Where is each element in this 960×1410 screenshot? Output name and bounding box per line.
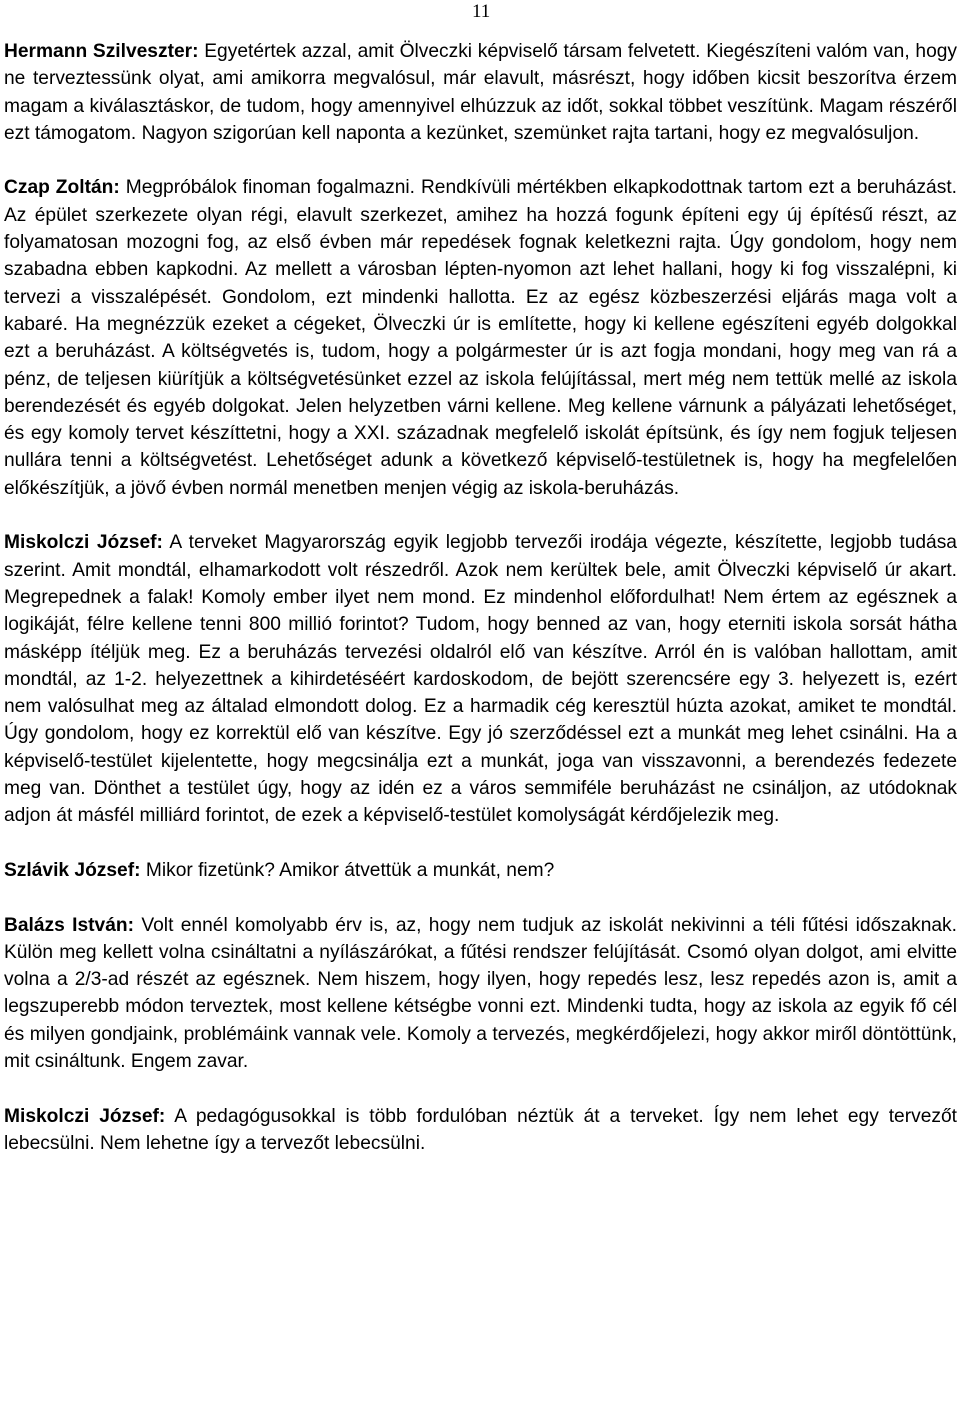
paragraph-miskolczi-2 (4, 1103, 957, 1158)
paragraph-miskolczi-1 (4, 529, 957, 829)
speaker-name: Miskolczi József: (4, 532, 163, 554)
paragraph-balazs (4, 912, 957, 1076)
speaker-name: Czap Zoltán: (4, 177, 120, 199)
minutes-body (4, 38, 957, 1157)
speaker-name: Balázs István: (4, 914, 135, 936)
speaker-name: Hermann Szilveszter: (4, 41, 199, 62)
speech-text: Egyetértek azzal, amit Ölveczki képviselő társam felvetett. Kiegészíteni valóm van, hogy ne terveztessünk olyat, ami amikorra megvalósul, már elavult, másrészt, hogy időben kicsit beszorítva érzem magam a kiválasztáskor, de tudom, hogy amennyivel elhúzzuk az időt, sokkal többet veszítünk. Magam részéről ezt támogatom. Nagyon szigorúan kell naponta a kezünket, szemünket rajta tartani, hogy ez megvalósuljon. (4, 41, 958, 144)
speech-text: Mikor fizetünk? Amikor átvettük a munkát, nem? (145, 859, 555, 881)
paragraph-hermann (4, 38, 957, 147)
speech-text: Volt ennél komolyabb érv is, az, hogy nem tudjuk az iskolát nekivinni a téli fűtési időszaknak. Külön meg kellett volna csináltatni a nyílászárókat, a fűtési rendszer felújítását. Csomó olyan dolgot, ami elvitte volna a 2/3-ad részét az egésznek. Nem hiszem, hogy ilyen, hogy repedés lesz, lesz repedés azon is, amit a legszuperebb módon terveztek, most kellene kétségbe vonni ezt. Mindenki tudta, hogy az iskola az egyik fő cél és milyen gondjaink, problémáink vannak vele. Komoly a tervezés, megkérdőjelezi, hogy akkor miről döntöttünk, mit csináltunk. Engem zavar. (4, 914, 957, 1072)
speaker-name: Miskolczi József: (4, 1105, 166, 1127)
paragraph-szlavik (4, 857, 957, 884)
page-number: 11 (472, 1, 491, 22)
speech-text: A pedagógusokkal is több fordulóban néztük át a terveket. Így nem lehet egy tervezőt lebecsülni. Nem lehetne így a tervezőt lebecsülni. (4, 1105, 957, 1154)
speech-text: A terveket Magyarország egyik legjobb tervezői irodája végezte, készítette, legjobb tudása szerint. Amit mondtál, elhamarkodott volt részedről. Azok nem kerültek bele, amit Ölveczki képviselő úr akart. Megrepednek a falak! Komoly ember ilyet nem mond. Ez mindenhol előfordulhat! Nem értem az egésznek a logikáját, félre kellene tenni 800 millió forintot? Tudom, hogy benned az van, hogy eterniti iskola sorsát hátha másképp ítéljük meg. Ez a beruházás tervezési oldalról elő van készítve. Arról én is valóban hallottam, amit mondtál, az 1-2. helyezettnek a kihirdetéséért kardoskodom, de bejött szerencsére egy 3. helyezett is, ezért nem valósulhat meg az általad elmondott dolog. Ez a harmadik cég keresztül húzta azokat, amiket te mondtál. Úgy gondolom, hogy ez korrektül elő van készítve. Egy jó szerződéssel ezt a munkát meg lehet csinálni. Ha a képviselő-testület kijelentette, hogy megcsinálja ezt a munkát, joga van visszavonni, a berendezés fedezete meg van. Dönthet a testület úgy, hogy az idén ez a város semmiféle beruházást ne csináljon, az utódoknak adjon át másfél milliárd forintot, de ezek a képviselő-testület komolyságát kérdőjelezik meg. (4, 532, 957, 827)
speaker-name: Szlávik József: (4, 859, 141, 881)
paragraph-czap (4, 174, 957, 502)
speech-text: Megpróbálok finoman fogalmazni. Rendkívüli mértékben elkapkodottnak tartom ezt a beruházást. Az épület szerkezete olyan régi, elavult szerkezet, amihez ha hozzá fogunk építeni egy új építésű részt, az folyamatosan mozogni fog, az első évben már repedések fognak keletkezni rajta. Úgy gondolom, hogy nem szabadna ebben kapkodni. Az mellett a városban lépten-nyomon azt lehet hallani, hogy ki fog visszalépni, ki tervezi a visszalépését. Gondolom, ezt mindenki hallotta. Ez az egész közbeszerzési eljárás maga volt a kabaré. Ha megnézzük ezeket a cégeket, Ölveczki úr is említette, hogy ki kellene egészíteni egyéb dolgokkal ezt a beruházást. A költségvetés is, tudom, hogy a polgármester úr is azt fogja mondani, hogy meg van rá a pénz, de teljesen kiürítjük a költségvetésünket ezzel az iskola felújítással, mert még nem tettük mellé az iskola berendezését és egyéb dolgokat. Jelen helyzetben várni kellene. Meg kellene várnunk a pályázati lehetőséget, és egy komoly tervet készíttetni, hogy a XXI. századnak megfelelő iskolát építsünk, és így nem fogjuk teljesen nullára tenni a költségvetést. Lehetőséget adunk a következő képviselő-testületnek is, hogy ha megfelelően előkészítjük, a jövő évben normál menetben menjen végig az iskola-beruházás. (4, 177, 957, 499)
